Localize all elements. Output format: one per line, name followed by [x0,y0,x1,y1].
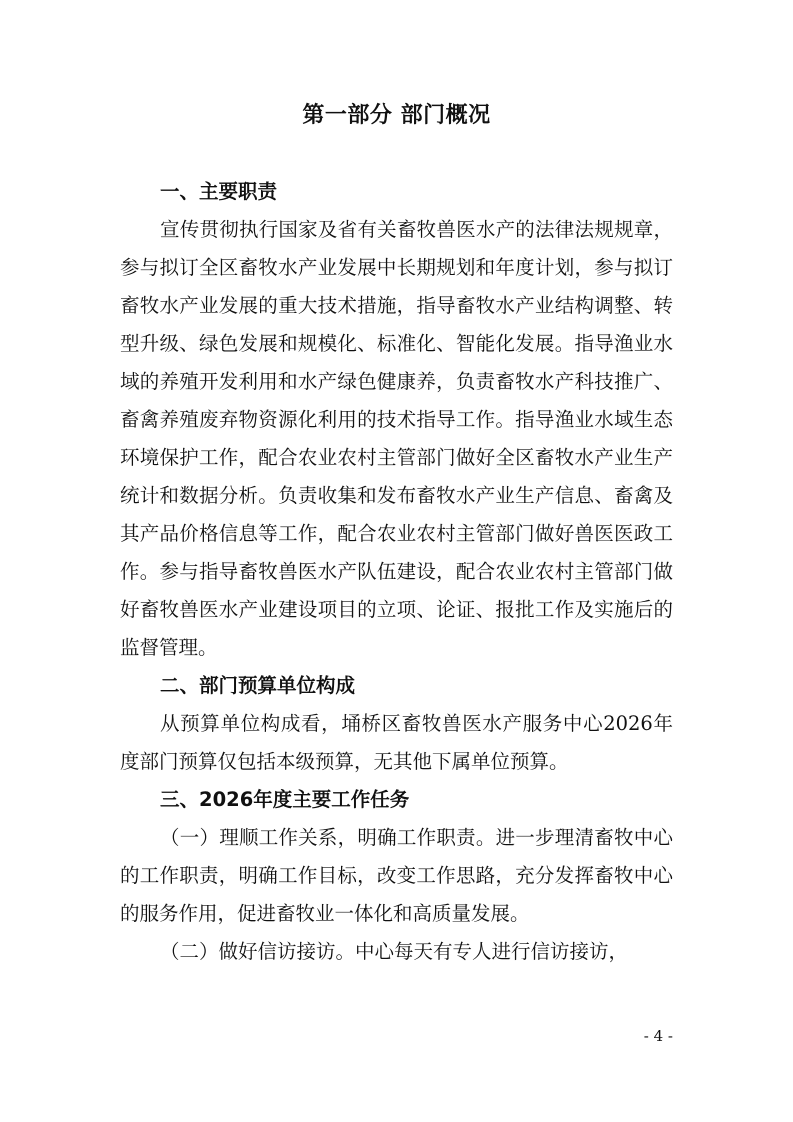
document-body [120,173,673,971]
page-number: - 4 - [643,1027,673,1045]
paragraph-task-1: （一）理顺工作关系，明确工作职责。进一步理清畜牧中心的工作职责，明确工作目标，改变工作思路，充分发挥畜牧中心的服务作用，促进畜牧业一体化和高质量发展。 [120,826,673,925]
paragraph-task-2: （二）做好信访接访。中心每天有专人进行信访接访， [160,940,629,963]
section-heading-work-tasks: 三、2026年度主要工作任务 [160,788,410,811]
page-title: 第一部分 部门概况 [302,103,491,128]
paragraph-budget-units: 从预算单位构成看，埇桥区畜牧兽医水产服务中心2026年度部门预算仅包括本级预算，无其他下属单位预算。 [120,712,673,773]
paragraph-main-duties: 宣传贯彻执行国家及省有关畜牧兽医水产的法律法规规章，参与拟订全区畜牧水产业发展中长期规划和年度计划，参与拟订畜牧水产业发展的重大技术措施，指导畜牧水产业结构调整、转型升级、绿色发展和规模化、标准化、智能化发展。指导渔业水域的养殖开发利用和水产绿色健康养，负责畜牧水产科技推广、畜禽养殖废弃物资源化利用的技术指导工作。指导渔业水域生态环境保护工作，配合农业农村主管部门做好全区畜牧水产业生产统计和数据分析。负责收集和发布畜牧水产业生产信息、畜禽及其产品价格信息等工作，配合农业农村主管部门做好兽医医政工作。参与指导畜牧兽医水产队伍建设，配合农业农村主管部门做好畜牧兽医水产业建设项目的立项、论证、报批工作及实施后的监督管理。 [120,218,673,659]
section-heading-main-duties: 一、主要职责 [160,180,278,203]
section-heading-budget-units: 二、部门预算单位构成 [160,674,356,697]
